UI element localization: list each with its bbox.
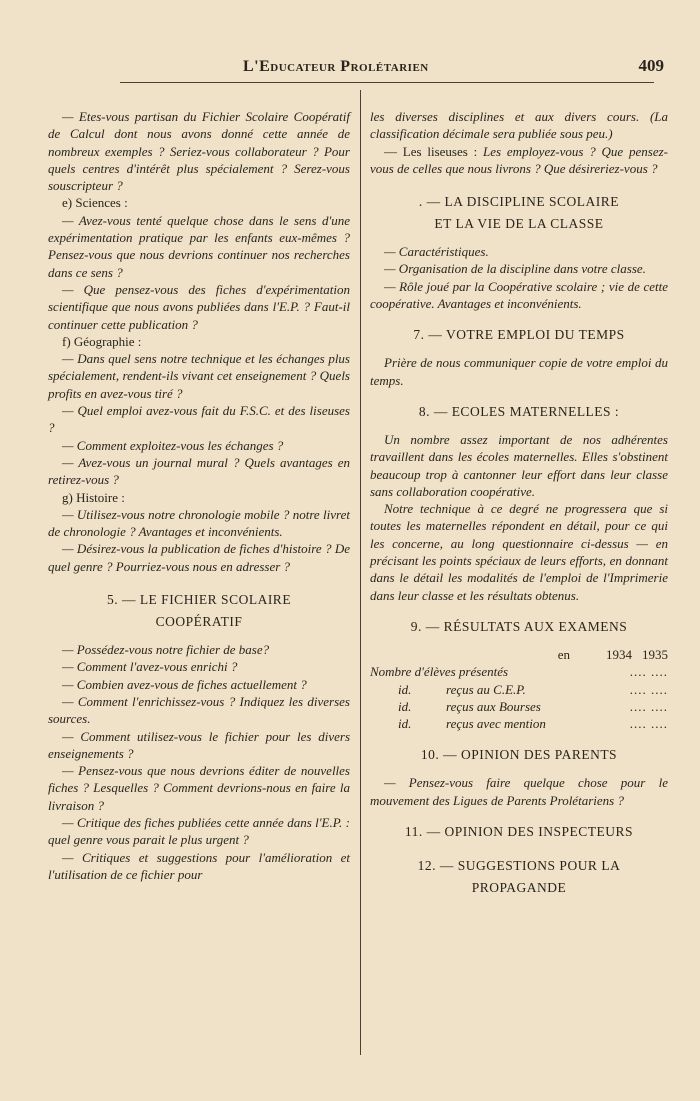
section-heading-9: 9. — RÉSULTATS AUX EXAMENS: [410, 618, 628, 634]
table-row: [370, 698, 668, 715]
paragraph: — Pensez-vous que nous devrions éditer de nouvelles fiches ? Lesquelles ? Comment devrions-nous en faire la livraison ?: [48, 763, 350, 813]
section-heading-6: [370, 191, 668, 235]
row-dots: .... ....: [629, 716, 668, 732]
section-label-geographie: f) Géographie :: [62, 333, 142, 349]
paragraph: — Avez-vous un journal mural ? Quels avantages en retirez-vous ?: [48, 454, 350, 488]
paragraph: — Comment l'avez-vous enrichi ?: [62, 659, 238, 675]
table-row: [370, 715, 668, 732]
table-row: [370, 663, 668, 680]
paragraph: — Rôle joué par la Coopérative scolaire ; vie de cette coopérative. Avantages et inconvénients.: [370, 278, 668, 312]
heading-line: 5. — LE FICHIER SCOLAIRE: [106, 592, 292, 608]
row-text: reçus avec mention: [446, 716, 546, 732]
paragraph: — Désirez-vous la publication de fiches d'histoire ? De quel genre ? Pourriez-vous nous en adresser ?: [48, 541, 350, 574]
paragraph: les diverses disciplines et aux divers cours. (La classification décimale sera publiée sous peu.): [370, 109, 668, 142]
page-header: [48, 56, 668, 80]
paragraph: — Utilisez-vous notre chronologie mobile ? notre livret de chronologie ? Avantages et inconvénients.: [48, 506, 350, 540]
year-header: [370, 646, 668, 663]
paragraph: Prière de nous communiquer copie de votre emploi du temps.: [370, 355, 668, 388]
row-label: [370, 715, 596, 732]
paragraph: — Combien avez-vous de fiches actuellement ?: [62, 676, 307, 692]
paragraph: — Comment l'enrichissez-vous ? Indiquez les diverses sources.: [48, 693, 350, 727]
page-number: 409: [638, 56, 664, 75]
paragraph: Notre technique à ce degré ne progressera que si toutes les maternelles répondent en détail, pour ce qui les concerne, au long questionnaire ci-dessus — en précisant les points spéciaux de leurs efforts, en donnant dans le détail les modalités de l'emploi de l'Imprimerie dans leur classe et les résultats obtenus.: [370, 501, 668, 603]
row-text: reçus au C.E.P.: [446, 681, 526, 697]
id-mark: id.: [398, 681, 412, 697]
paragraph: — Quel emploi avez-vous fait du F.S.C. et des liseuses ?: [48, 403, 350, 436]
heading-line: PROPAGANDE: [471, 880, 567, 896]
left-column: [48, 108, 350, 883]
paragraph: — Caractéristiques.: [384, 244, 489, 260]
id-mark: id.: [398, 698, 412, 714]
liseuses-text: Les employez-vous ? Que pensez-vous de celles que nous livrons ? Que désireriez-vous ?: [370, 143, 668, 176]
section-heading-8: 8. — ECOLES MATERNELLES :: [418, 403, 620, 419]
paragraph: — Comment utilisez-vous le fichier pour les divers enseignements ?: [48, 728, 350, 761]
paragraph: — Critique des fiches publiées cette année dans l'E.P. : quel genre vous parait le plus urgent ?: [48, 814, 350, 848]
year-1934: 1934: [606, 646, 632, 662]
paragraph: — Etes-vous partisan du Fichier Scolaire Coopératif de Calcul dont nous avons donné cette année de nombreux exemples ? Seriez-vous collaborateur ? Pour quels centres d'intérêt plus spécialement ? Serez-vous souscripteur ?: [48, 109, 350, 194]
exam-results-table: [370, 646, 668, 732]
id-mark: id.: [398, 716, 412, 732]
header-rule: [120, 82, 654, 83]
row-dots: .... ....: [629, 664, 668, 680]
row-label: [370, 681, 596, 698]
paragraph: — Avez-vous tenté quelque chose dans le sens d'une expérimentation pratique par les enfants eux-mêmes ? Pensez-vous que nous devrions continuer nos recherches dans ce sens ?: [48, 212, 350, 280]
journal-title: L'Educateur Prolétarien: [243, 58, 429, 75]
paragraph: — Que pensez-vous des fiches d'expérimentation scientifique que nous avons publiées dans l'E.P. ? Faut-il continuer cette publication ?: [48, 281, 350, 332]
heading-line: 12. — SUGGESTIONS POUR LA: [417, 858, 621, 874]
heading-line: ET LA VIE DE LA CLASSE: [434, 216, 604, 232]
year-1935: 1935: [642, 646, 668, 662]
section-heading-12: [370, 855, 668, 899]
column-divider: [360, 90, 361, 1055]
liseuses-label: — Les liseuses :: [384, 143, 484, 159]
heading-line: COOPÉRATIF: [155, 614, 243, 630]
section-heading-11: 11. — OPINION DES INSPECTEURS: [404, 824, 634, 840]
paragraph: — Comment exploitez-vous les échanges ?: [62, 437, 284, 453]
section-label-histoire: g) Histoire :: [62, 489, 125, 505]
table-row: [370, 681, 668, 698]
paragraph: — Pensez-vous faire quelque chose pour le mouvement des Ligues de Parents Prolétariens ?: [370, 775, 668, 808]
paragraph: — Organisation de la discipline dans votre classe.: [384, 261, 646, 277]
paragraph: — Possédez-vous notre fichier de base?: [62, 642, 270, 658]
right-column: [370, 108, 668, 907]
paragraph: — Dans quel sens notre technique et les échanges plus spécialement, rendent-ils vivant cet enseignement ? Quels profits en avez-vous tiré ?: [48, 351, 350, 401]
paragraph: Un nombre assez important de nos adhérentes travaillent dans les écoles maternelles. Elles s'obstinent beaucoup trop à cantonner leur effort dans leur classe sans collaboration coopérative.: [370, 431, 668, 499]
row-dots: .... ....: [629, 698, 668, 714]
paragraph: — Critiques et suggestions pour l'amélioration et l'utilisation de ce fichier pour: [48, 849, 350, 882]
row-dots: .... ....: [629, 681, 668, 697]
paragraph-liseuses: [370, 143, 668, 178]
heading-line: . — LA DISCIPLINE SCOLAIRE: [418, 194, 620, 210]
section-label-sciences: e) Sciences :: [62, 195, 128, 211]
section-heading-10: 10. — OPINION DES PARENTS: [420, 747, 618, 763]
section-heading-7: 7. — VOTRE EMPLOI DU TEMPS: [413, 327, 625, 343]
row-label: [370, 698, 596, 715]
row-text: reçus aux Bourses: [446, 698, 541, 714]
section-heading-5: [48, 589, 350, 633]
row-label: Nombre d'élèves présentés: [370, 664, 509, 680]
en-label: en: [557, 646, 570, 662]
